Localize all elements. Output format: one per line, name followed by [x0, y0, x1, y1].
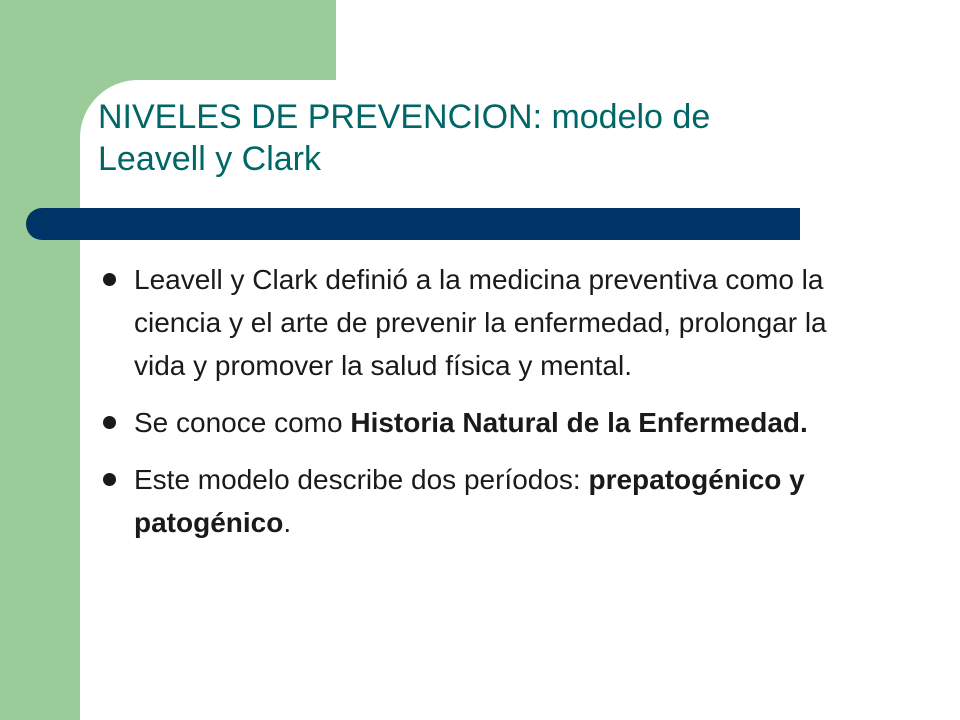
bullet-text — [134, 401, 858, 444]
slide-title-line-2: Leavell y Clark — [98, 140, 321, 178]
bullet-dot-icon — [103, 473, 116, 486]
bullet-text — [134, 458, 858, 544]
bullet-dot-icon — [103, 273, 116, 286]
bullet-suffix: . — [283, 507, 292, 538]
bullet-list — [98, 258, 858, 558]
bullet-item-natural-history — [98, 401, 858, 444]
bullet-bold-term: Historia Natural de la Enfermedad. — [350, 407, 808, 438]
bullet-item-definition — [98, 258, 858, 387]
slide-title — [98, 96, 898, 180]
bullet-dot-icon — [103, 416, 116, 429]
bullet-text: Leavell y Clark definió a la medicina preventiva como la ciencia y el arte de prevenir la enfermedad, prolongar la vida y promover la salud física y mental. — [134, 264, 827, 381]
title-underline-bar — [26, 208, 800, 240]
bullet-prefix: Se conoce como — [134, 407, 351, 438]
bullet-bold-term: prepatogénico y patogénico — [134, 464, 805, 538]
bullet-prefix: Este modelo describe dos períodos: — [134, 464, 589, 495]
slide-title-line-1: NIVELES DE PREVENCION: modelo de — [98, 98, 711, 136]
bullet-item-periods — [98, 458, 858, 544]
